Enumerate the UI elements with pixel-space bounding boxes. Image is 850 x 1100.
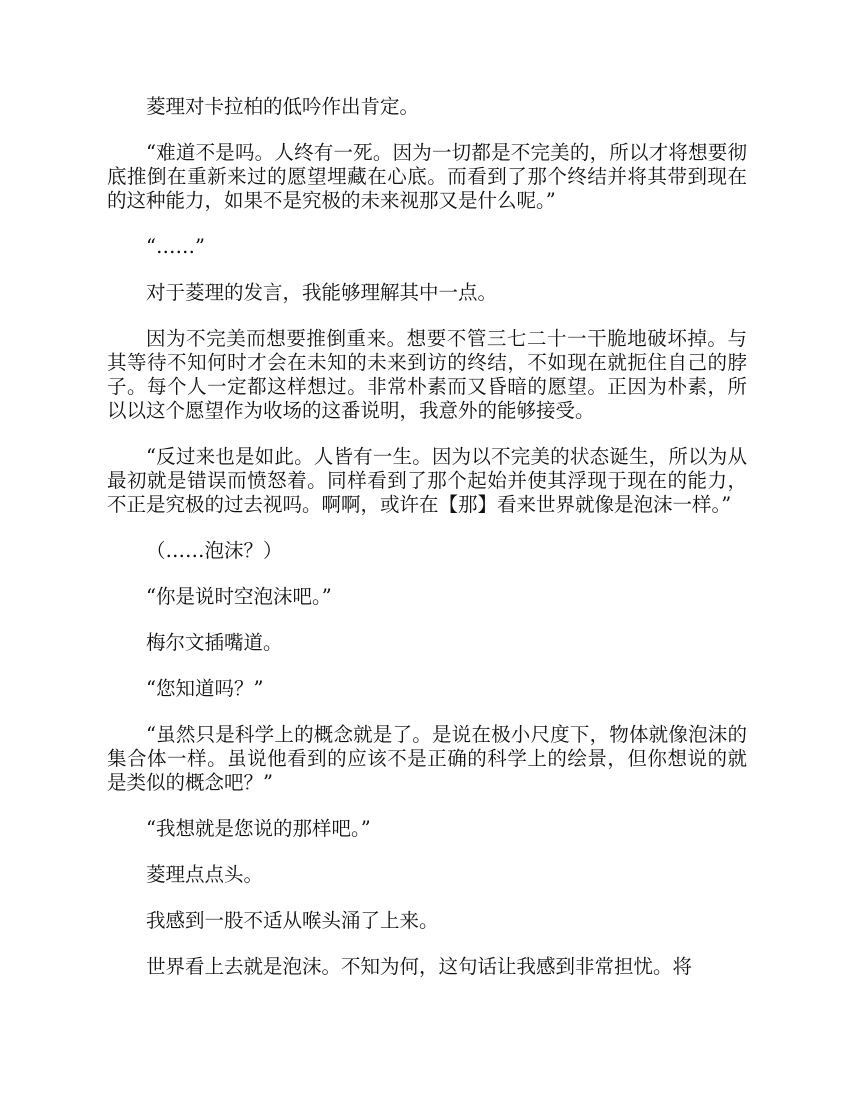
paragraph: 世界看上去就是泡沫。不知为何，这句话让我感到非常担忧。将: [146, 955, 693, 978]
paragraph: 菱理对卡拉柏的低吟作出肯定。: [146, 95, 420, 118]
paragraph: “你是说时空泡沫吧。”: [146, 585, 332, 608]
paragraph: 菱理点点头。: [146, 863, 264, 886]
paragraph: “反过来也是如此。人皆有一生。因为以不完美的状态诞生，所以为从最初就是错误而愤怒着。同样看到了那个起始并使其浮现于现在的能力，不正是究极的过去视吗。啊啊，或许在【那】看来世界就像是泡沫一样。”: [107, 445, 747, 516]
paragraph: （……泡沫？）: [146, 539, 283, 562]
paragraph: 我感到一股不适从喉头涌了上来。: [146, 909, 439, 932]
document-page: [107, 95, 747, 1001]
paragraph: “难道不是吗。人终有一死。因为一切都是不完美的，所以才将想要彻底推倒在重新来过的愿望埋藏在心底。而看到了那个终结并将其带到现在的这种能力，如果不是究极的未来视那又是什么呢。”: [107, 141, 747, 212]
paragraph: “……”: [146, 235, 205, 258]
paragraph: 对于菱理的发言，我能够理解其中一点。: [146, 281, 498, 304]
paragraph: “您知道吗？”: [146, 677, 264, 700]
paragraph: 因为不完美而想要推倒重来。想要不管三七二十一干脆地破坏掉。与其等待不知何时才会在未知的未来到访的终结，不如现在就扼住自己的脖子。每个人一定都这样想过。非常朴素而又昏暗的愿望。正因为朴素，所以以这个愿望作为收场的这番说明，我意外的能够接受。: [107, 327, 747, 422]
paragraph: 梅尔文插嘴道。: [146, 631, 283, 654]
paragraph: “我想就是您说的那样吧。”: [146, 817, 371, 840]
paragraph: “虽然只是科学上的概念就是了。是说在极小尺度下，物体就像泡沫的集合体一样。虽说他看到的应该不是正确的科学上的绘景，但你想说的就是类似的概念吧？”: [107, 723, 747, 794]
